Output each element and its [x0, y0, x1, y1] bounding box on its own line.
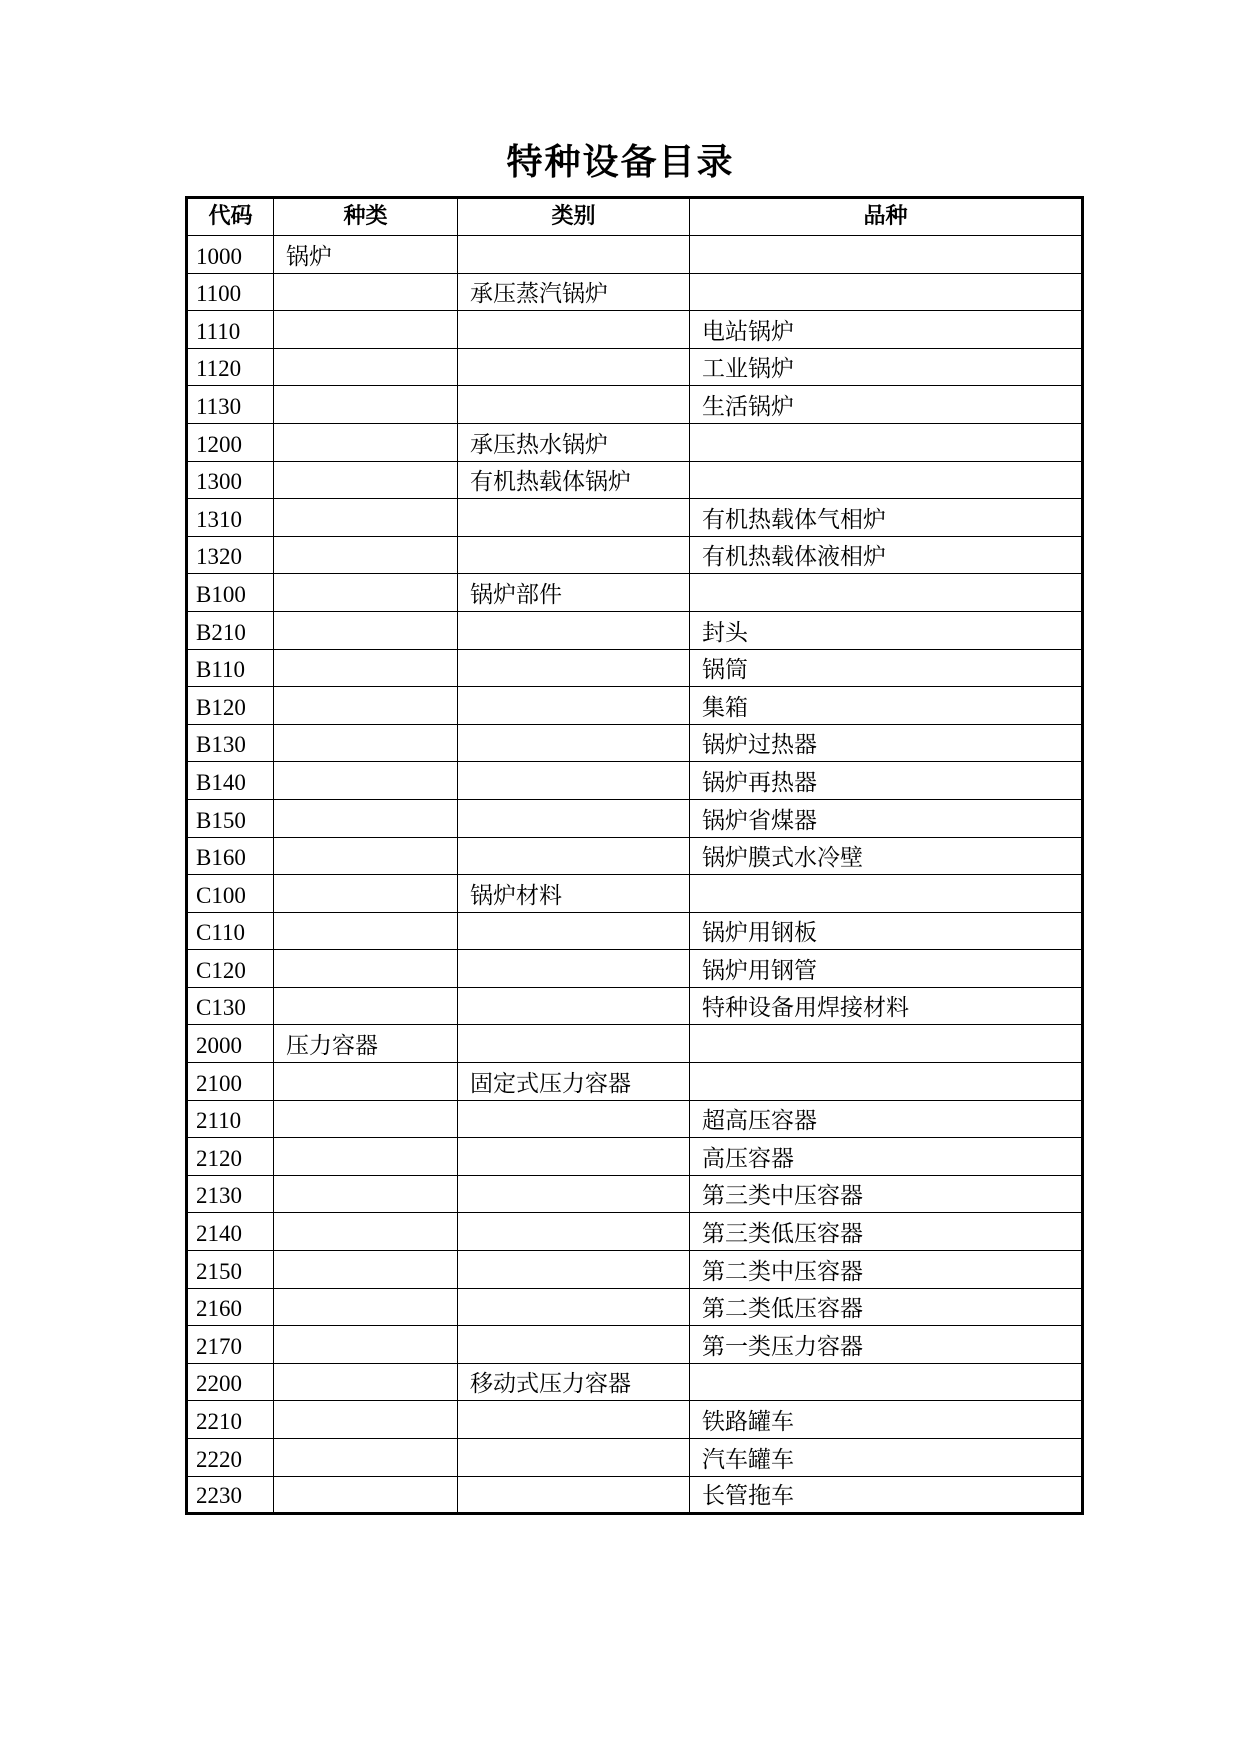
cell-type — [274, 649, 458, 687]
table-row — [187, 875, 1083, 913]
cell-type — [274, 687, 458, 725]
cell-variety — [690, 273, 1083, 311]
equipment-catalog-table — [185, 196, 1084, 1515]
cell-category — [458, 311, 690, 349]
cell-code: B140 — [187, 762, 274, 800]
cell-code: C120 — [187, 950, 274, 988]
table-row — [187, 1439, 1083, 1477]
cell-code: 2110 — [187, 1100, 274, 1138]
cell-variety: 封头 — [690, 611, 1083, 649]
cell-category — [458, 1100, 690, 1138]
cell-type — [274, 1401, 458, 1439]
cell-variety: 锅炉用钢板 — [690, 912, 1083, 950]
table-row — [187, 987, 1083, 1025]
header-row — [187, 198, 1083, 236]
table-row — [187, 461, 1083, 499]
table-row — [187, 386, 1083, 424]
cell-variety: 锅炉用钢管 — [690, 950, 1083, 988]
table-row — [187, 499, 1083, 537]
cell-code: B100 — [187, 574, 274, 612]
cell-code: 2230 — [187, 1476, 274, 1514]
cell-type — [274, 386, 458, 424]
cell-category: 承压热水锅炉 — [458, 423, 690, 461]
table-row — [187, 687, 1083, 725]
cell-category — [458, 1439, 690, 1477]
cell-type — [274, 875, 458, 913]
cell-type — [274, 1476, 458, 1514]
cell-category: 锅炉材料 — [458, 875, 690, 913]
table-row — [187, 236, 1083, 274]
table-body — [187, 236, 1083, 1514]
table-row — [187, 762, 1083, 800]
table-row — [187, 348, 1083, 386]
cell-code: 1130 — [187, 386, 274, 424]
cell-variety: 长管拖车 — [690, 1476, 1083, 1514]
cell-code: 1000 — [187, 236, 274, 274]
header-category: 类别 — [458, 198, 690, 236]
cell-category — [458, 236, 690, 274]
table-row — [187, 536, 1083, 574]
cell-variety — [690, 236, 1083, 274]
cell-category: 锅炉部件 — [458, 574, 690, 612]
table-row — [187, 311, 1083, 349]
cell-category — [458, 1213, 690, 1251]
cell-type: 锅炉 — [274, 236, 458, 274]
cell-category — [458, 536, 690, 574]
cell-category — [458, 348, 690, 386]
cell-type — [274, 1363, 458, 1401]
cell-code: B120 — [187, 687, 274, 725]
cell-code: 1110 — [187, 311, 274, 349]
cell-variety — [690, 1025, 1083, 1063]
page-title: 特种设备目录 — [506, 142, 735, 183]
cell-variety: 第二类低压容器 — [690, 1288, 1083, 1326]
cell-code: 1320 — [187, 536, 274, 574]
cell-variety: 高压容器 — [690, 1138, 1083, 1176]
cell-type — [274, 311, 458, 349]
cell-category — [458, 386, 690, 424]
table-row — [187, 1401, 1083, 1439]
cell-type — [274, 423, 458, 461]
cell-code: B160 — [187, 837, 274, 875]
cell-code: 1310 — [187, 499, 274, 537]
cell-category — [458, 724, 690, 762]
cell-code: 2130 — [187, 1175, 274, 1213]
cell-category — [458, 1476, 690, 1514]
table-row — [187, 423, 1083, 461]
cell-type: 压力容器 — [274, 1025, 458, 1063]
cell-category — [458, 799, 690, 837]
cell-category — [458, 987, 690, 1025]
cell-variety: 工业锅炉 — [690, 348, 1083, 386]
cell-code: 2200 — [187, 1363, 274, 1401]
cell-category — [458, 1288, 690, 1326]
cell-variety: 锅炉膜式水冷壁 — [690, 837, 1083, 875]
cell-type — [274, 1213, 458, 1251]
cell-variety: 铁路罐车 — [690, 1401, 1083, 1439]
cell-type — [274, 987, 458, 1025]
cell-code: 1200 — [187, 423, 274, 461]
cell-type — [274, 1100, 458, 1138]
cell-category — [458, 1401, 690, 1439]
cell-variety: 锅炉省煤器 — [690, 799, 1083, 837]
cell-variety: 生活锅炉 — [690, 386, 1083, 424]
cell-code: 1120 — [187, 348, 274, 386]
cell-code: 2220 — [187, 1439, 274, 1477]
table-row — [187, 649, 1083, 687]
cell-variety: 集箱 — [690, 687, 1083, 725]
table-row — [187, 1476, 1083, 1514]
cell-variety: 有机热载体液相炉 — [690, 536, 1083, 574]
cell-category — [458, 1025, 690, 1063]
cell-category — [458, 1138, 690, 1176]
table-row — [187, 1363, 1083, 1401]
cell-category — [458, 1326, 690, 1364]
table-row — [187, 611, 1083, 649]
cell-variety: 电站锅炉 — [690, 311, 1083, 349]
table-row — [187, 1326, 1083, 1364]
cell-variety — [690, 574, 1083, 612]
cell-variety — [690, 423, 1083, 461]
table-row — [187, 1025, 1083, 1063]
cell-type — [274, 1063, 458, 1101]
cell-code: 2140 — [187, 1213, 274, 1251]
cell-category — [458, 1175, 690, 1213]
cell-variety — [690, 875, 1083, 913]
cell-type — [274, 461, 458, 499]
table-row — [187, 837, 1083, 875]
table-row — [187, 950, 1083, 988]
cell-category: 承压蒸汽锅炉 — [458, 273, 690, 311]
cell-code: 2150 — [187, 1251, 274, 1289]
cell-code: 2210 — [187, 1401, 274, 1439]
table-row — [187, 1063, 1083, 1101]
table-row — [187, 724, 1083, 762]
cell-type — [274, 574, 458, 612]
cell-type — [274, 273, 458, 311]
cell-category — [458, 499, 690, 537]
cell-type — [274, 1439, 458, 1477]
table-row — [187, 799, 1083, 837]
cell-code: C110 — [187, 912, 274, 950]
table-row — [187, 1138, 1083, 1176]
cell-category — [458, 950, 690, 988]
table-row — [187, 574, 1083, 612]
cell-type — [274, 837, 458, 875]
cell-code: 2120 — [187, 1138, 274, 1176]
cell-type — [274, 724, 458, 762]
cell-code: 2160 — [187, 1288, 274, 1326]
cell-variety: 汽车罐车 — [690, 1439, 1083, 1477]
cell-variety: 有机热载体气相炉 — [690, 499, 1083, 537]
cell-type — [274, 1251, 458, 1289]
cell-category — [458, 687, 690, 725]
cell-variety: 第三类中压容器 — [690, 1175, 1083, 1213]
cell-category: 移动式压力容器 — [458, 1363, 690, 1401]
cell-type — [274, 1326, 458, 1364]
cell-type — [274, 1175, 458, 1213]
cell-code: 2100 — [187, 1063, 274, 1101]
cell-type — [274, 536, 458, 574]
cell-type — [274, 950, 458, 988]
cell-variety: 第三类低压容器 — [690, 1213, 1083, 1251]
cell-variety: 超高压容器 — [690, 1100, 1083, 1138]
cell-type — [274, 762, 458, 800]
table-row — [187, 1175, 1083, 1213]
cell-type — [274, 1288, 458, 1326]
cell-category — [458, 762, 690, 800]
cell-code: B150 — [187, 799, 274, 837]
cell-type — [274, 799, 458, 837]
cell-code: B130 — [187, 724, 274, 762]
cell-category — [458, 649, 690, 687]
header-type: 种类 — [274, 198, 458, 236]
cell-variety: 第二类中压容器 — [690, 1251, 1083, 1289]
cell-category: 有机热载体锅炉 — [458, 461, 690, 499]
table-row — [187, 912, 1083, 950]
cell-type — [274, 611, 458, 649]
cell-variety: 锅炉过热器 — [690, 724, 1083, 762]
cell-type — [274, 348, 458, 386]
cell-code: C130 — [187, 987, 274, 1025]
cell-variety: 特种设备用焊接材料 — [690, 987, 1083, 1025]
cell-type — [274, 1138, 458, 1176]
cell-category — [458, 837, 690, 875]
cell-type — [274, 499, 458, 537]
cell-code: 1300 — [187, 461, 274, 499]
cell-category — [458, 611, 690, 649]
cell-type — [274, 912, 458, 950]
table-row — [187, 1100, 1083, 1138]
table-row — [187, 273, 1083, 311]
cell-variety — [690, 461, 1083, 499]
cell-code: C100 — [187, 875, 274, 913]
table-row — [187, 1213, 1083, 1251]
cell-code: 2170 — [187, 1326, 274, 1364]
cell-code: B210 — [187, 611, 274, 649]
cell-category — [458, 1251, 690, 1289]
cell-code: 1100 — [187, 273, 274, 311]
cell-variety — [690, 1063, 1083, 1101]
cell-category: 固定式压力容器 — [458, 1063, 690, 1101]
cell-category — [458, 912, 690, 950]
cell-variety: 第一类压力容器 — [690, 1326, 1083, 1364]
cell-variety: 锅筒 — [690, 649, 1083, 687]
cell-code: B110 — [187, 649, 274, 687]
header-variety: 品种 — [690, 198, 1083, 236]
table-header — [187, 198, 1083, 236]
cell-code: 2000 — [187, 1025, 274, 1063]
cell-variety — [690, 1363, 1083, 1401]
table-row — [187, 1251, 1083, 1289]
header-code: 代码 — [187, 198, 274, 236]
table-row — [187, 1288, 1083, 1326]
cell-variety: 锅炉再热器 — [690, 762, 1083, 800]
